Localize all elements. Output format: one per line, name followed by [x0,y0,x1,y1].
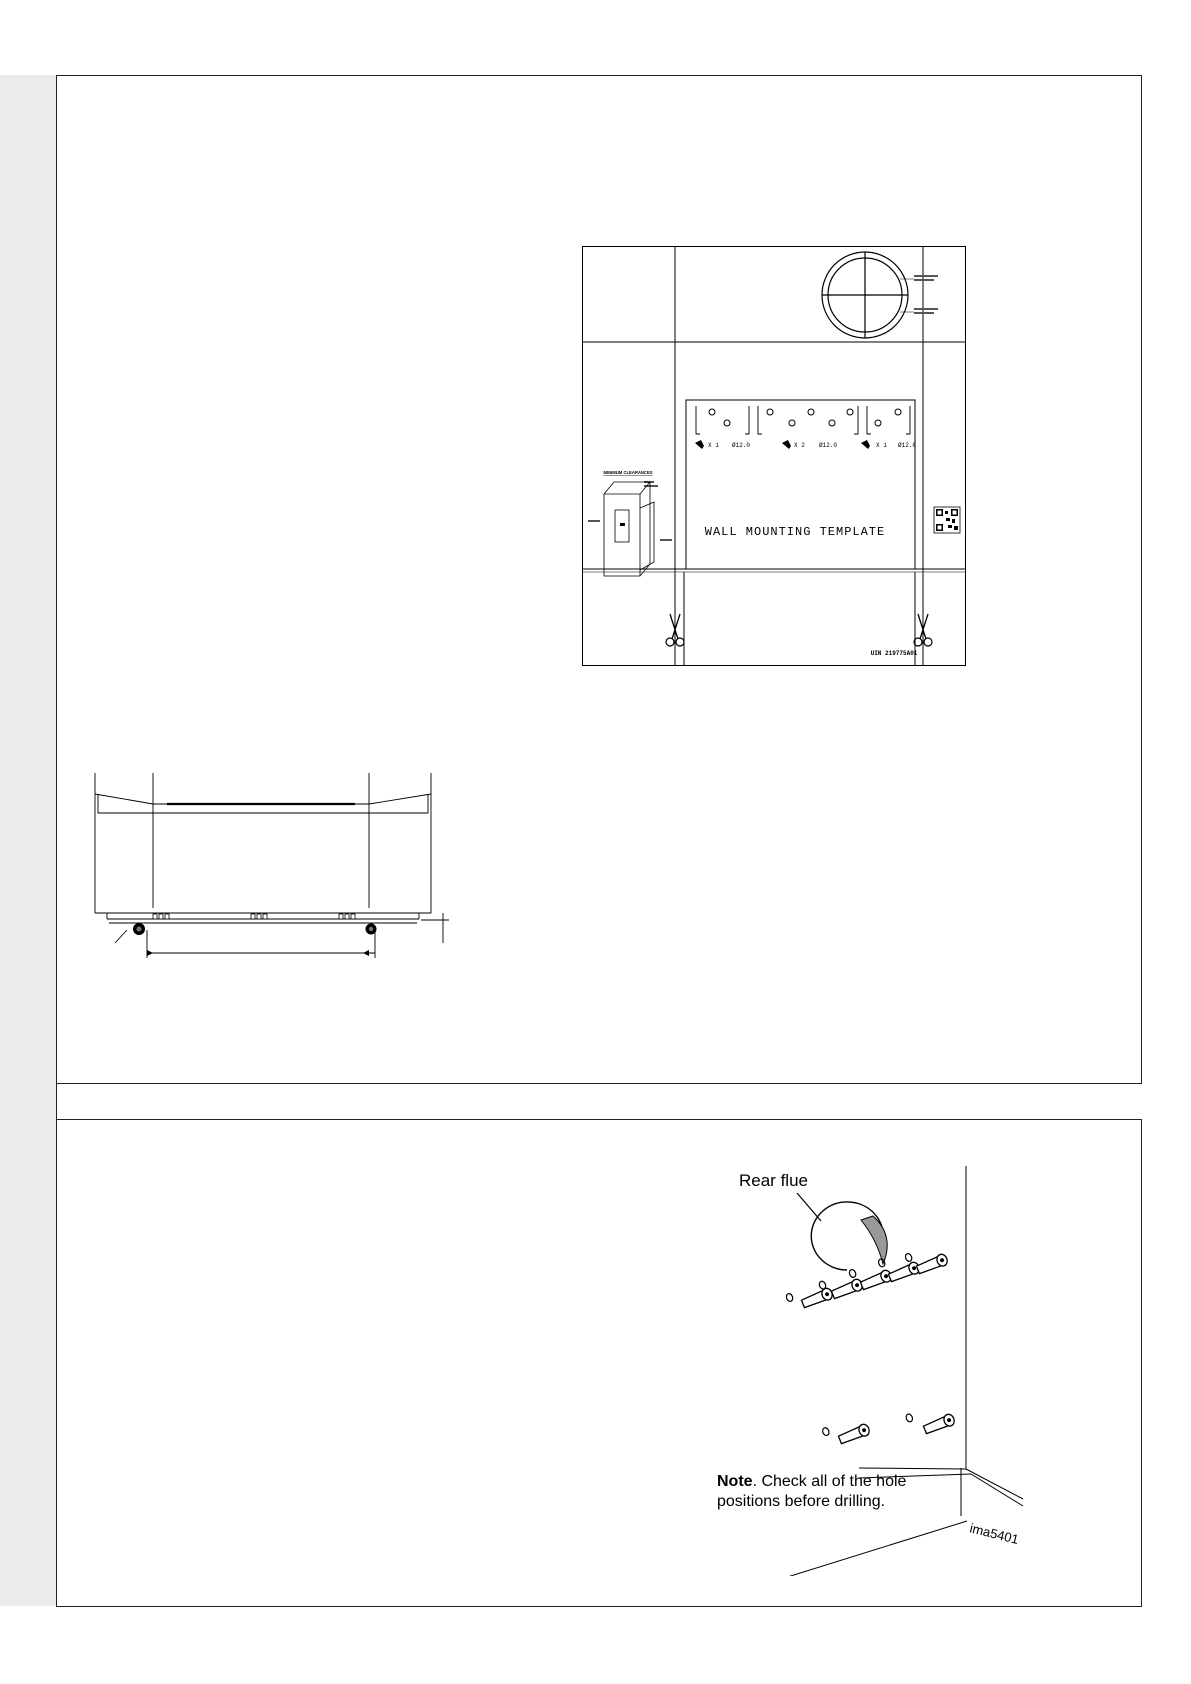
section-divider [56,1082,1141,1119]
rear-flue-opening [811,1202,887,1270]
svg-text:X 1: X 1 [876,442,887,449]
image-code: ima5401 [968,1520,1021,1547]
svg-text:X 1: X 1 [708,442,719,449]
top-panel [56,75,1142,1084]
qr-code-icon [934,507,960,533]
svg-text:positions before drilling.: positions before drilling. [717,1493,886,1510]
wall-plug-installation-figure [647,1156,1087,1576]
svg-text:MINIMUM CLEARANCES: MINIMUM CLEARANCES [603,470,653,475]
template-uin: UIN 219775A01 [870,650,918,657]
wall-plug-icon [905,1399,956,1441]
wall-plug-icon [822,1413,871,1451]
wall-plug-icon [785,1278,834,1314]
rear-flue-label: Rear flue [739,1171,808,1190]
page-side-strip [0,75,57,1606]
wall-mounting-template-drawing [582,246,966,666]
template-title: WALL MOUNTING TEMPLATE [704,525,886,539]
bottom-panel [56,1119,1142,1607]
svg-text:Ø12.0: Ø12.0 [732,442,751,449]
svg-text:X 2: X 2 [794,442,805,449]
boiler-bottom-view-drawing [87,773,467,973]
svg-text:Ø12.0: Ø12.0 [898,442,917,449]
svg-text:Note. Check all of the hole: Note. Check all of the hole [717,1473,907,1490]
drilling-note [717,1473,907,1510]
svg-text:Ø12.0: Ø12.0 [819,442,838,449]
